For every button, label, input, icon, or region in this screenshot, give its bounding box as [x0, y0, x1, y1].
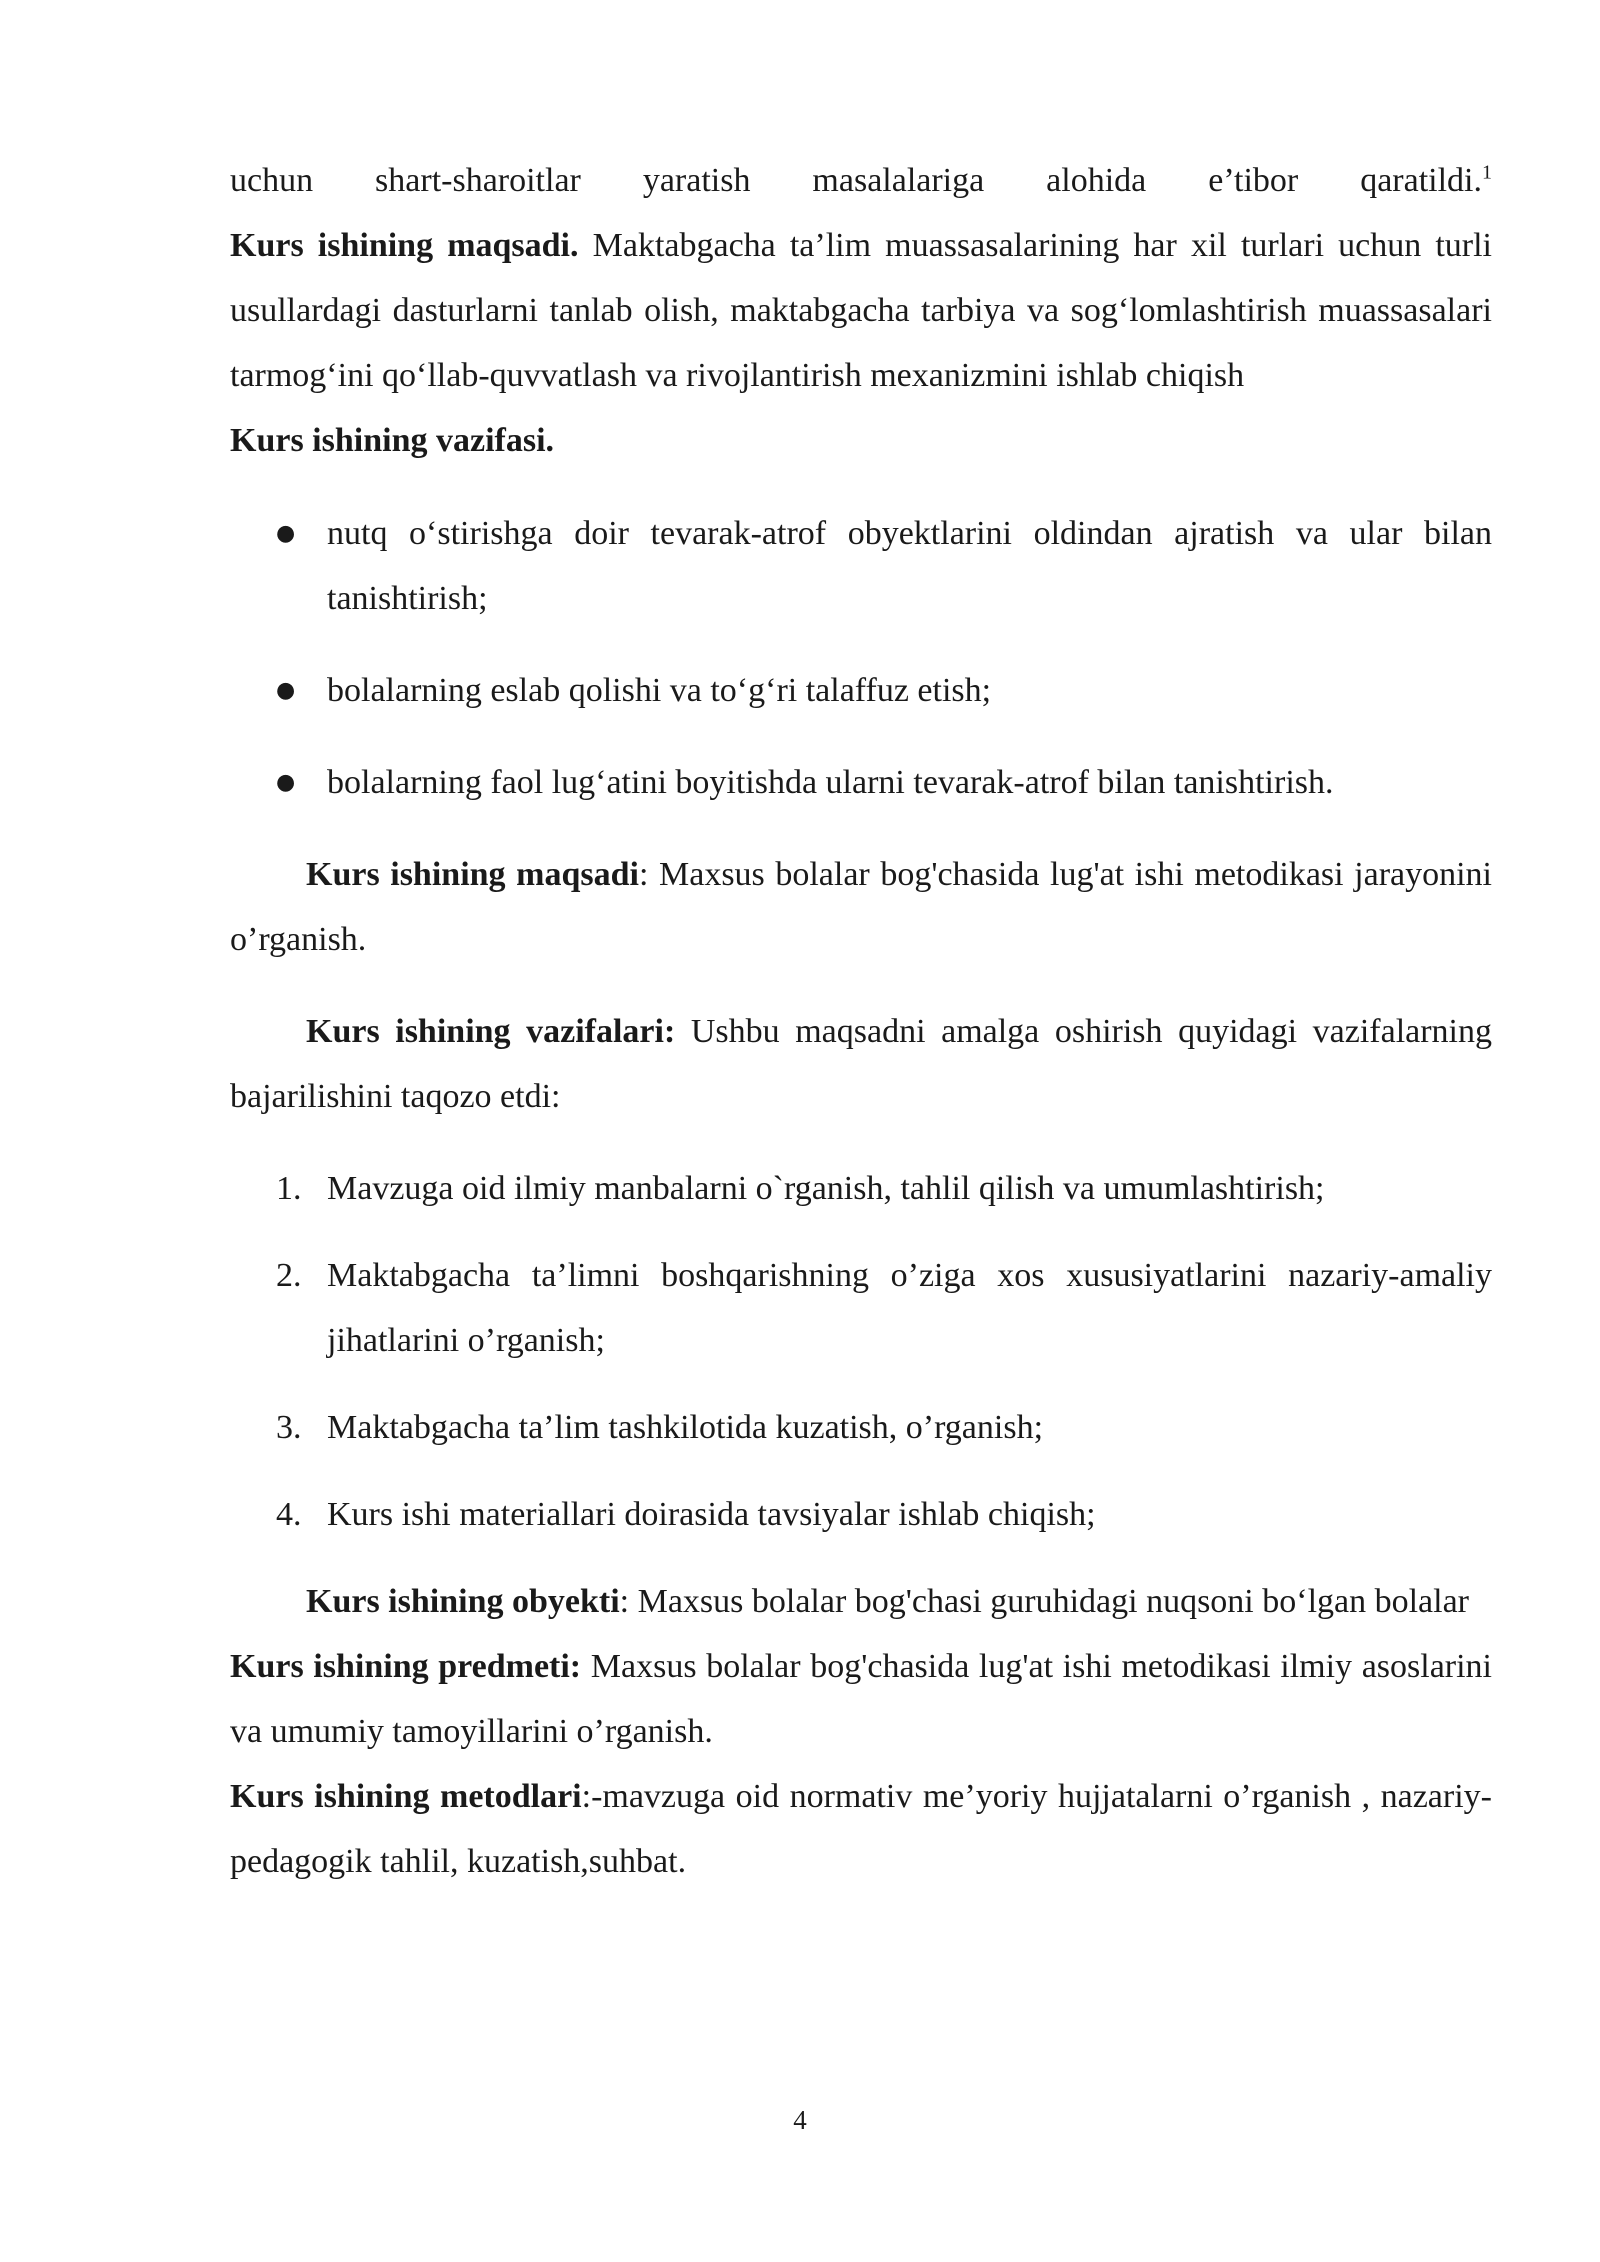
- list-number: 3.: [276, 1409, 302, 1446]
- heading-course-goal-2: Kurs ishining maqsadi: [306, 856, 639, 893]
- bullet-list: [230, 501, 1492, 815]
- paragraph-course-subject: [230, 1634, 1492, 1764]
- paragraph-intro-continuation: [230, 148, 1492, 213]
- paragraph-course-task-heading: [230, 408, 1492, 473]
- list-item-text: Kurs ishi materiallari doirasida tavsiyalar ishlab chiqish;: [327, 1496, 1096, 1533]
- paragraph-text: :-mavzuga oid normativ me’yoriy hujjatalarni o’rganish , nazariy-pedagogik tahlil, kuzatish,suhbat.: [230, 1778, 1492, 1880]
- heading-course-object: Kurs ishining obyekti: [306, 1583, 620, 1620]
- paragraph-course-methods: [230, 1764, 1492, 1894]
- paragraph-text: Ushbu maqsadni amalga oshirish quyidagi vazifalarning bajarilishini taqozo etdi:: [230, 1013, 1493, 1115]
- paragraph-course-goal-2: [230, 842, 1492, 972]
- heading-course-subject: Kurs ishining predmeti:: [230, 1648, 582, 1685]
- paragraph-text: Maktabgacha ta’lim muassasalarining har xil turlari uchun turli usullardagi dasturlarni tanlab olish, maktabgacha tarbiya va sog‘lomlashtirish muassasalari tarmog‘ini qo‘llab-quvvatlash va rivojlantirish mexanizmini ishlab chiqish: [230, 227, 1492, 394]
- list-item-text: Maktabgacha ta’lim tashkilotida kuzatish, o’rganish;: [327, 1409, 1044, 1446]
- list-item-text: nutq o‘stirishga doir tevarak-atrof obyektlarini oldindan ajratish va ular bilan tanishtirish;: [327, 515, 1492, 617]
- list-item: [230, 501, 1492, 631]
- page-content: [230, 148, 1492, 1894]
- paragraph-course-tasks: [230, 999, 1492, 1129]
- paragraph-text: uchun shart-sharoitlar yaratish masalalariga alohida e’tibor qaratildi.: [230, 162, 1482, 199]
- page-number: 4: [793, 2105, 807, 2135]
- list-number: 4.: [276, 1496, 302, 1533]
- heading-course-task: Kurs ishining vazifasi.: [230, 422, 555, 459]
- paragraph-text: Maxsus bolalar bog'chasida lug'at ishi metodikasi ilmiy asoslarini va umumiy tamoyillarini o’rganish.: [230, 1648, 1492, 1750]
- bullet-icon: ●: [276, 770, 296, 795]
- list-item-text: Mavzuga oid ilmiy manbalarni o`rganish, tahlil qilish va umumlashtirish;: [327, 1170, 1325, 1207]
- list-item: [230, 1156, 1492, 1221]
- heading-course-methods: Kurs ishining metodlari: [230, 1778, 582, 1815]
- list-item: [230, 1395, 1492, 1460]
- paragraph-course-goal: [230, 213, 1492, 408]
- bullet-icon: ●: [276, 678, 296, 703]
- list-item-text: Maktabgacha ta’limni boshqarishning o’ziga xos xususiyatlarini nazariy-amaliy jihatlarini o’rganish;: [327, 1257, 1492, 1359]
- numbered-list: [230, 1156, 1492, 1547]
- paragraph-text: : Maxsus bolalar bog'chasi guruhidagi nuqsoni bo‘lgan bolalar: [619, 1583, 1470, 1620]
- heading-course-goal: Kurs ishining maqsadi.: [230, 227, 579, 264]
- list-item: [230, 1243, 1492, 1373]
- list-item: [230, 750, 1492, 815]
- list-item-text: bolalarning faol lug‘atini boyitishda ularni tevarak-atrof bilan tanishtirish.: [327, 764, 1334, 801]
- heading-course-tasks: Kurs ishining vazifalari:: [306, 1013, 676, 1050]
- list-number: 1.: [276, 1170, 302, 1207]
- list-item-text: bolalarning eslab qolishi va to‘g‘ri talaffuz etish;: [327, 672, 992, 709]
- list-item: [230, 658, 1492, 723]
- list-item: [230, 1482, 1492, 1547]
- footnote-reference[interactable]: 1: [1482, 161, 1492, 184]
- bullet-icon: ●: [276, 521, 296, 546]
- paragraph-course-object: [230, 1569, 1492, 1634]
- paragraph-text: : Maxsus bolalar bog'chasida lug'at ishi metodikasi jarayonini o’rganish.: [230, 856, 1493, 958]
- list-number: 2.: [276, 1257, 302, 1294]
